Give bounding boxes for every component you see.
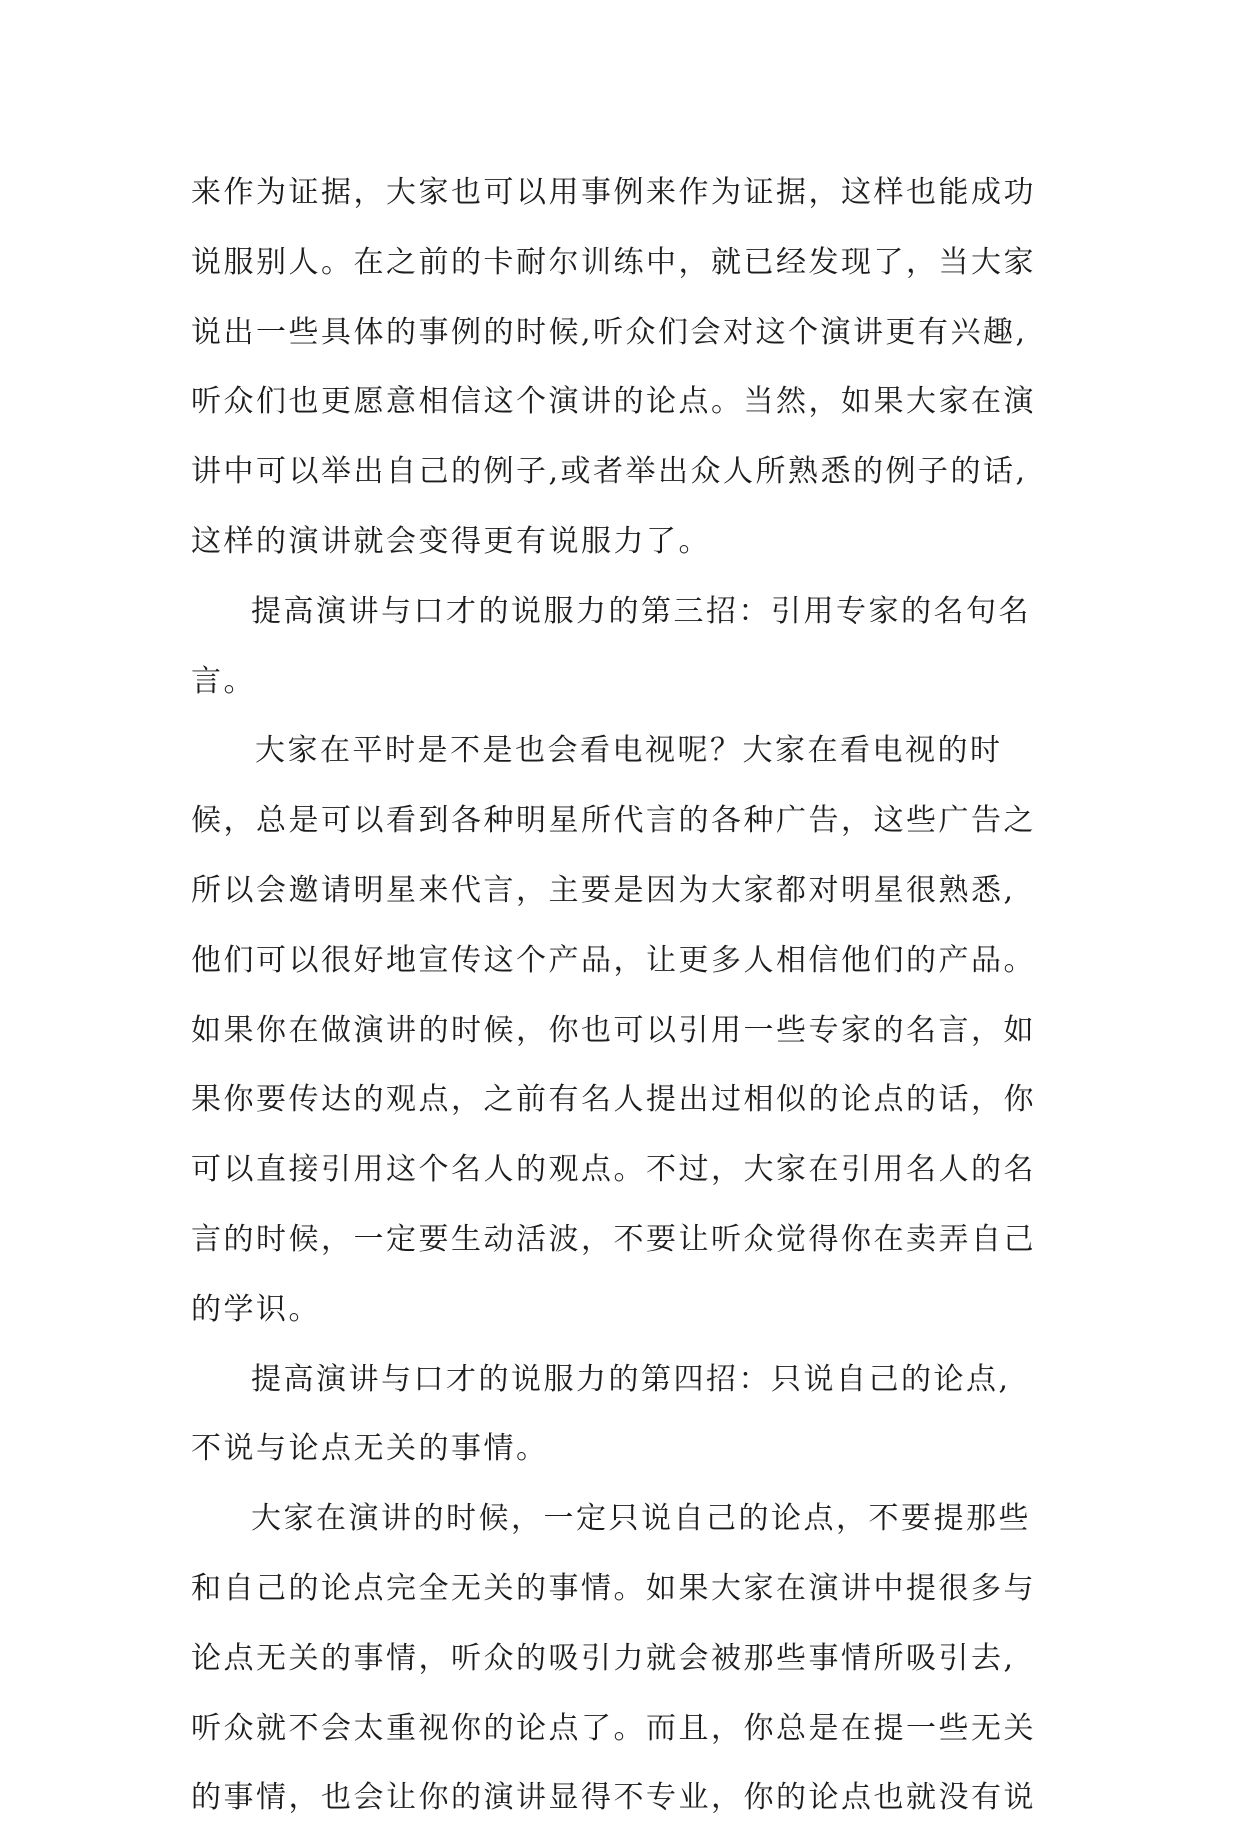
text-line: 讲中可以举出自己的例子,或者举出众人所熟悉的例子的话, [191, 454, 1028, 490]
text-line: 说服别人。在之前的卡耐尔训练中，就已经发现了，当大家 [191, 244, 1036, 280]
text-line: 所以会邀请明星来代言，主要是因为大家都对明星很熟悉, [191, 872, 1016, 908]
text-line: 的学识。 [191, 1291, 321, 1327]
text-line: 如果你在做演讲的时候，你也可以引用一些专家的名言，如 [191, 1012, 1036, 1048]
text-line: 果你要传达的观点，之前有名人提出过相似的论点的话，你 [191, 1082, 1036, 1118]
text-line: 听众们也更愿意相信这个演讲的论点。当然，如果大家在演 [191, 384, 1036, 420]
text-line: 大家在演讲的时候，一定只说自己的论点，不要提那些 [251, 1501, 1031, 1537]
section-heading-line: 提高演讲与口才的说服力的第四招：只说自己的论点, [251, 1361, 1011, 1397]
text-line: 来作为证据，大家也可以用事例来作为证据，这样也能成功 [191, 175, 1036, 210]
text-line: 候，总是可以看到各种明星所代言的各种广告，这些广告之 [191, 803, 1036, 839]
text-line: 和自己的论点完全无关的事情。如果大家在演讲中提很多与 [191, 1570, 1036, 1606]
text-line: 可以直接引用这个名人的观点。不过，大家在引用名人的名 [191, 1152, 1036, 1188]
body-text [191, 158, 1091, 1833]
text-line: 他们可以很好地宣传这个产品，让更多人相信他们的产品。 [191, 942, 1036, 978]
section-heading-line: 言。 [191, 663, 256, 699]
text-line: 说出一些具体的事例的时候,听众们会对这个演讲更有兴趣, [191, 314, 1028, 350]
text-line: 这样的演讲就会变得更有说服力了。 [191, 523, 711, 559]
text-line: 听众就不会太重视你的论点了。而且，你总是在提一些无关 [191, 1710, 1036, 1746]
text-line: 的事情，也会让你的演讲显得不专业，你的论点也就没有说 [191, 1780, 1036, 1816]
section-heading-line: 不说与论点无关的事情。 [191, 1431, 549, 1467]
text-line: 大家在平时是不是也会看电视呢？大家在看电视的时 [255, 733, 1003, 769]
text-line: 论点无关的事情，听众的吸引力就会被那些事情所吸引去, [191, 1640, 1016, 1676]
section-heading-line: 提高演讲与口才的说服力的第三招：引用专家的名句名 [251, 593, 1031, 629]
text-line: 言的时候，一定要生动活波，不要让听众觉得你在卖弄自己 [191, 1221, 1036, 1257]
